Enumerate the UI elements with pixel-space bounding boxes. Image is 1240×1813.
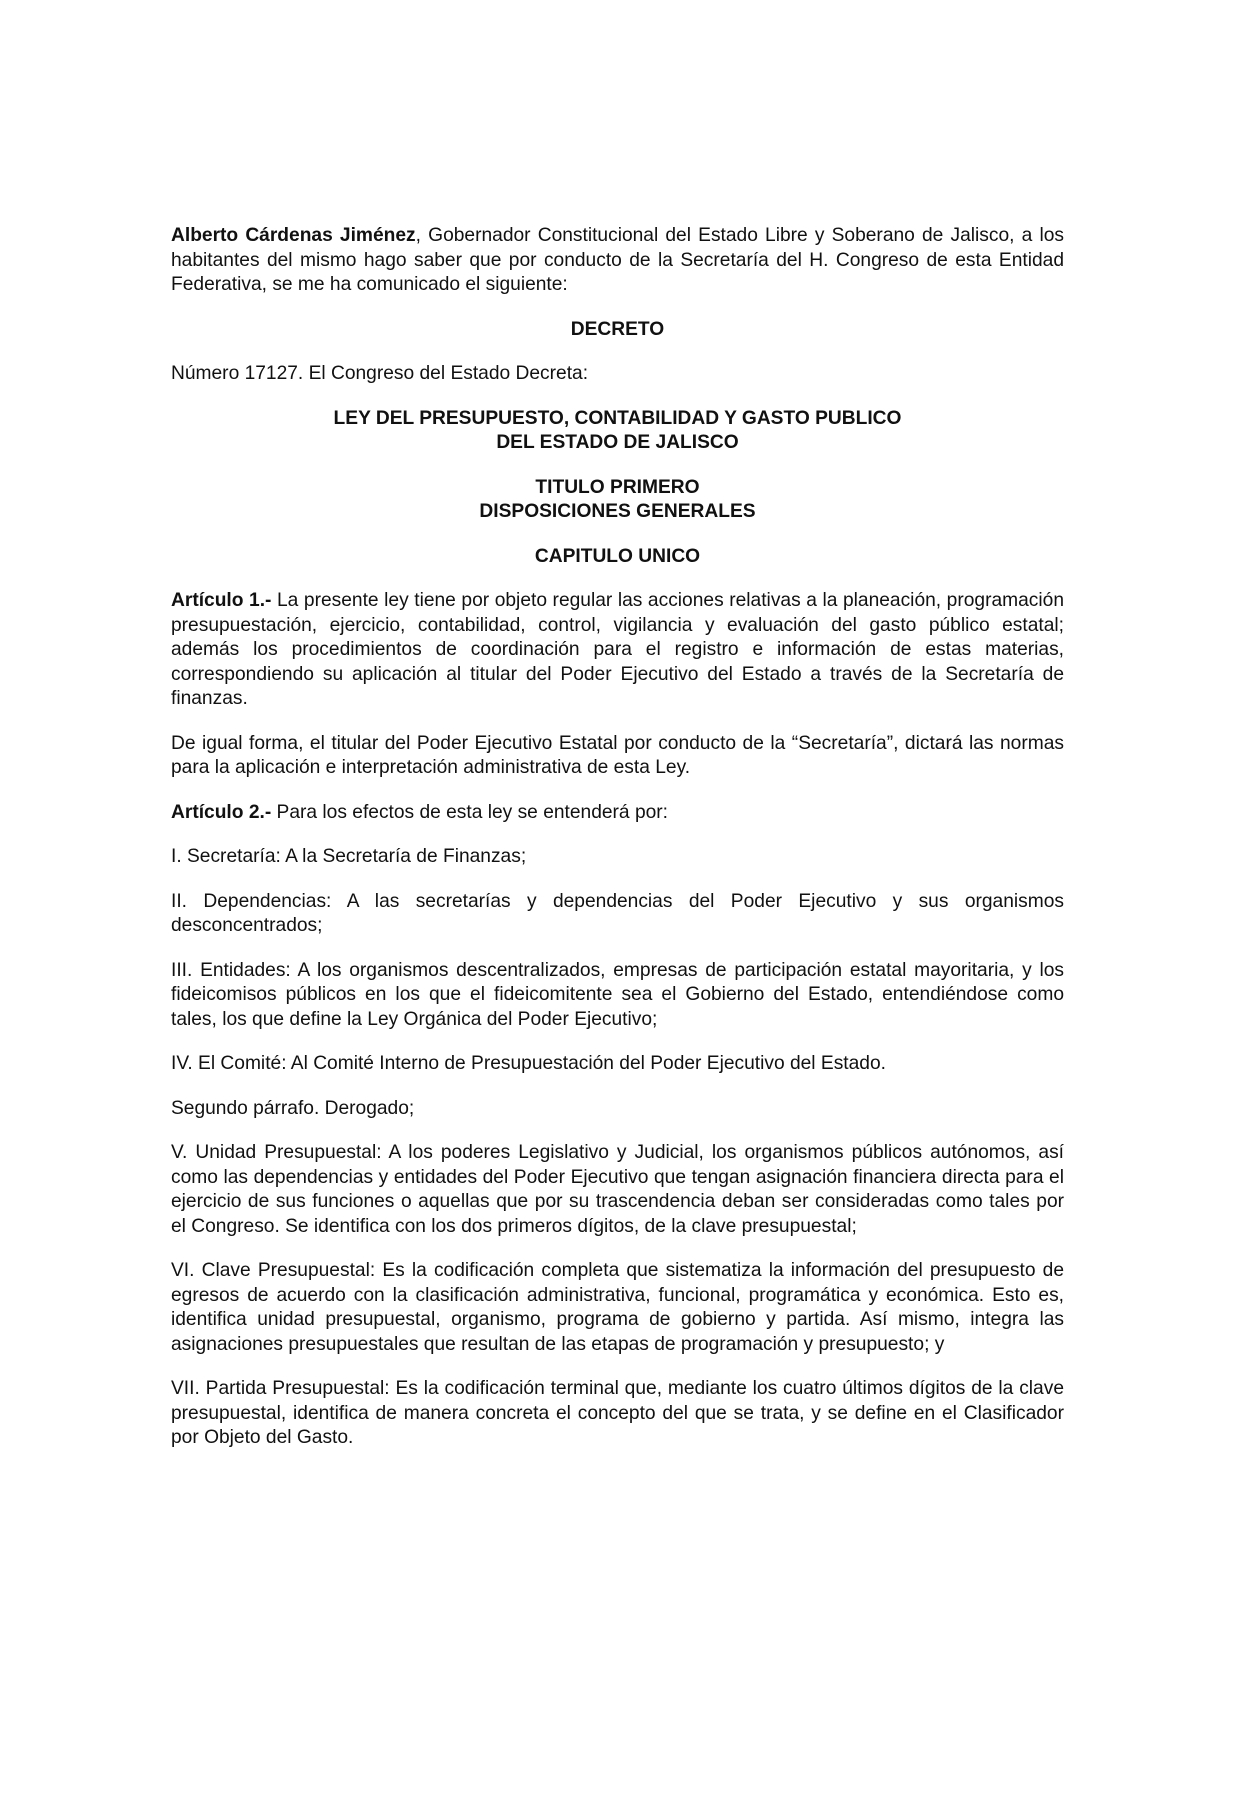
- decree-number: Número 17127. El Congreso del Estado Decreta:: [171, 363, 589, 384]
- title-section-line-1: TITULO PRIMERO: [535, 476, 700, 498]
- definition-ii: II. Dependencias: A las secretarías y dependencias del Poder Ejecutivo y sus organismos desconcentrados;: [171, 890, 1064, 936]
- definition-iii: III. Entidades: A los organismos descentralizados, empresas de participación estatal mayoritaria, y los fideicomisos públicos en los que el fideicomitente sea el Gobierno del Estado, entendiéndose como tales, los que define la Ley Orgánica del Poder Ejecutivo;: [171, 959, 1064, 1030]
- document-page: [171, 224, 1064, 1471]
- definition-v: V. Unidad Presupuestal: A los poderes Legislativo y Judicial, los organismos públicos autónomos, así como las dependencias y entidades del Poder Ejecutivo que tengan asignación financiera directa para el ejercicio de sus funciones o aquellas que por su trascendencia deban ser consideradas como tales por el Congreso. Se identifica con los dos primeros dígitos, de la clave presupuestal;: [171, 1142, 1064, 1237]
- governor-name: Alberto Cárdenas Jiménez: [171, 225, 416, 246]
- definition-i: I. Secretaría: A la Secretaría de Finanzas;: [171, 846, 527, 867]
- article-1-label: Artículo 1.-: [171, 590, 272, 611]
- chapter-heading: CAPITULO UNICO: [534, 545, 701, 567]
- article-1-text: La presente ley tiene por objeto regular las acciones relativas a la planeación, programación presupuestación, ejercicio, contabilidad, control, vigilancia y evaluación del gasto público estatal; además los procedimientos de coordinación para el registro e información de estas materias, correspondiendo su aplicación al titular del Poder Ejecutivo del Estado a través de la Secretaría de finanzas.: [171, 590, 1064, 709]
- definition-vi: VI. Clave Presupuestal: Es la codificación completa que sistematiza la información del presupuesto de egresos de acuerdo con la clasificación administrativa, funcional, programática y económica. Esto es, identifica unidad presupuestal, organismo, programa de gobierno y partida. Así mismo, integra las asignaciones presupuestales que resultan de las etapas de programación y presupuesto; y: [171, 1260, 1064, 1355]
- law-title-line-2: DEL ESTADO DE JALISCO: [496, 432, 739, 453]
- article-2: [171, 801, 1064, 826]
- title-section-heading: [171, 476, 1064, 525]
- article-1: [171, 589, 1064, 712]
- title-section-line-2: DISPOSICIONES GENERALES: [479, 501, 756, 522]
- definition-derogated: Segundo párrafo. Derogado;: [171, 1097, 415, 1119]
- article-2-label: Artículo 2.-: [171, 801, 272, 823]
- definition-vii: VII. Partida Presupuestal: Es la codificación terminal que, mediante los cuatro últimos dígitos de la clave presupuestal, identifica de manera concreta el concepto del que se trata, y se define en el Clasificador por Objeto del Gasto.: [171, 1378, 1064, 1448]
- intro-text: , Gobernador Constitucional del Estado Libre y Soberano de Jalisco, a los habitantes del mismo hago saber que por conducto de la Secretaría del H. Congreso de esta Entidad Federativa, se me ha comunicado el siguiente:: [171, 225, 1064, 295]
- law-title: [171, 407, 1064, 456]
- decree-heading: DECRETO: [570, 318, 665, 340]
- article-1-paragraph-2: De igual forma, el titular del Poder Ejecutivo Estatal por conducto de la “Secretaría”, dictará las normas para la aplicación e interpretación administrativa de esta Ley.: [171, 732, 1064, 778]
- intro-paragraph: [171, 224, 1064, 298]
- definition-iv: IV. El Comité: Al Comité Interno de Presupuestación del Poder Ejecutivo del Estado.: [171, 1053, 886, 1074]
- article-2-text: Para los efectos de esta ley se entenderá por:: [271, 801, 669, 823]
- law-title-line-1: LEY DEL PRESUPUESTO, CONTABILIDAD Y GASTO PUBLICO: [333, 407, 902, 429]
